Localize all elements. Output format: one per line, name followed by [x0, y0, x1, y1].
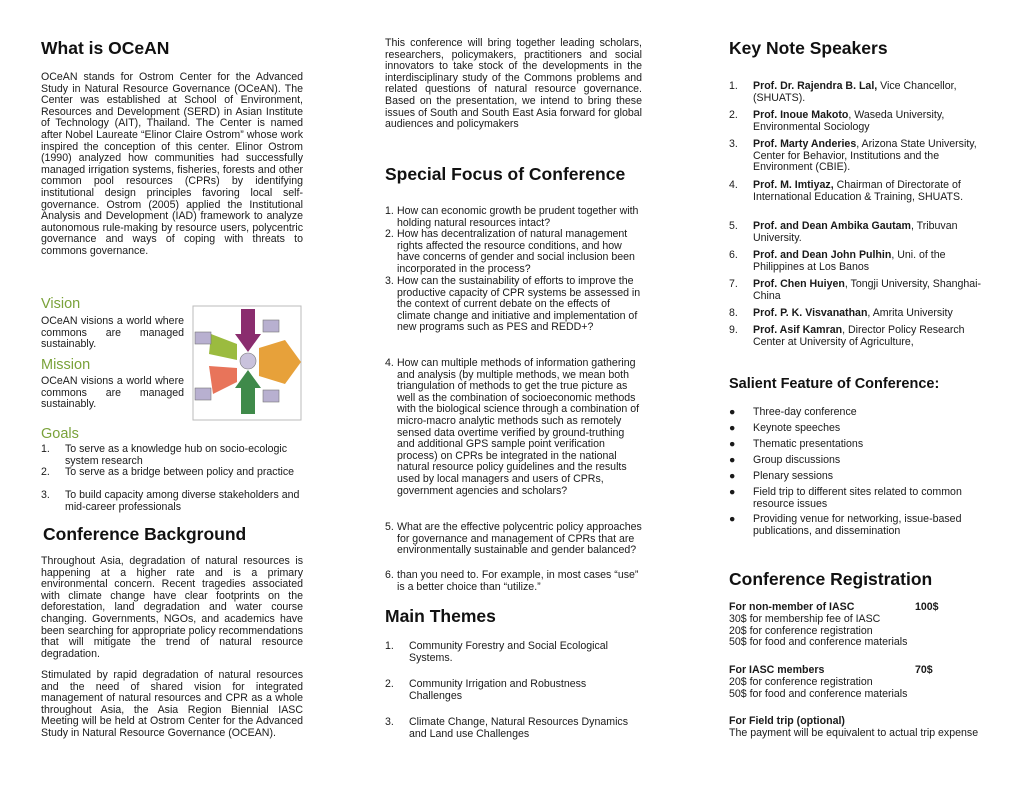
speaker-item [729, 250, 985, 279]
what-is-ocean-text: OCeAN stands for Ostrom Center for the Advanced Study in Natural Resource Governance (OCeAN). The Center was established at School of Environment, Resources and Development (SERD) in Asian Institute of Technology (AIT), Thailand. The Center is named after Nobel Laureate “Elinor Claire Ostrom” whose work inspired the conception of this center. Elinor Ostrom (1990) analyzed how communities had successfully managed irrigation systems, fisheries, forests and other common pool resources (CPRs) by identifying institutional design principles favoring local self-governance. Ostrom (2005) applied the Institutional Analysis and Development (IAD) framework to analyze autonomous rule-making by resource users, polycentric governance and ways of coping with threats to commons governance. [41, 71, 303, 257]
speaker-affiliation: Chairman of Directorate of International Education & Training, SHUATS. [753, 179, 964, 203]
list-text: Community Irrigation and Robustness Challenges [409, 678, 587, 702]
list-item [729, 455, 985, 471]
background-paragraph-1: Throughout Asia, degradation of natural resources is happening at a higher rate and is a primary environmental concern. Recent tragedies associated with climate change have clear footprints on the deforestation, land degradation and water course changing. Governments, NGOs, and academics have been searching for appropriate policy recommendations that will mitigate the trend of natural resource degradation. [41, 555, 303, 660]
registration-nonmember [729, 602, 985, 649]
list-item [385, 570, 642, 593]
speaker-item [729, 81, 985, 110]
speaker-item [729, 221, 985, 250]
bullet-icon: ● [729, 513, 736, 525]
list-number: 4. [729, 179, 738, 191]
list-item [385, 679, 642, 717]
speaker-affiliation: , Director Policy Research Center at University of Agriculture, [753, 324, 965, 348]
themes-list [385, 641, 642, 743]
member-price: 70$ [915, 664, 933, 676]
list-item [729, 471, 985, 487]
list-item [729, 487, 985, 514]
mission-text: OCeAN visions a world where commons are managed sustainably. [41, 375, 184, 411]
list-number: 3. [41, 489, 50, 501]
fee-line: 20$ for conference registration [729, 676, 873, 688]
conference-registration-heading: Conference Registration [729, 569, 933, 589]
speaker-name: Prof. Marty Anderies [753, 138, 857, 150]
speaker-affiliation: , Tribuvan University. [753, 220, 958, 244]
fee-line: 50$ for food and conference materials [729, 636, 908, 649]
list-number: 9. [729, 324, 738, 336]
vision-heading: Vision [41, 296, 81, 312]
list-text: Three-day conference [753, 406, 857, 418]
speaker-affiliation: , Amrita University [867, 307, 953, 319]
speaker-item [729, 308, 985, 325]
speaker-name: Prof. Dr. Rajendra B. Lal, [753, 80, 878, 92]
list-item [41, 444, 303, 467]
speaker-affiliation: , Waseda University, Environmental Sociology [753, 109, 945, 133]
nonmember-label: For non-member of IASC [729, 601, 855, 613]
speaker-name: Prof. and Dean John Pulhin [753, 249, 892, 261]
list-number: 1. [385, 205, 394, 217]
list-number: 3. [385, 716, 394, 728]
fee-line: 50$ for food and conference materials [729, 687, 908, 700]
keynote-speakers-heading: Key Note Speakers [729, 38, 888, 58]
bullet-icon: ● [729, 422, 736, 434]
speaker-name: Prof. Chen Huiyen [753, 278, 845, 290]
speaker-affiliation: , Arizona State University, Center for Behavior, Institutions and the Environment (CBIE). [753, 138, 977, 174]
speaker-item [729, 139, 985, 180]
list-item [385, 206, 642, 229]
list-number: 7. [729, 278, 738, 290]
speaker-name: Prof. Inoue Makoto [753, 109, 849, 121]
list-number: 3. [385, 275, 394, 287]
list-text: Field trip to different sites related to common resource issues [753, 486, 962, 510]
list-text: Providing venue for networking, issue-based publications, and dissemination [753, 513, 962, 537]
list-number: 4. [385, 357, 394, 369]
list-number: 8. [729, 307, 738, 319]
list-text: What are the effective polycentric policy approaches for governance and management of CPRs that are environmentally sustainable and gender balanced? [397, 521, 642, 557]
focus-list [385, 206, 642, 593]
list-text: Community Forestry and Social Ecological Systems. [409, 640, 609, 664]
list-text: Plenary sessions [753, 470, 834, 482]
main-themes-heading: Main Themes [385, 606, 496, 626]
list-text: To serve as a knowledge hub on socio-ecologic system research [65, 443, 288, 467]
list-item [385, 229, 642, 276]
bullet-icon: ● [729, 470, 736, 482]
list-number: 3. [729, 138, 738, 150]
salient-feature-list [729, 407, 985, 541]
list-number: 2. [729, 109, 738, 121]
fieldtrip-label: For Field trip (optional) [729, 715, 845, 727]
list-item [385, 358, 642, 522]
list-text: How can multiple methods of information gathering and analysis (by multiple methods, we mean both triangulation of methods to get the true picture as well as the combination of socioeconomic methods with the biological science through a combination of micro-macro analytic methods such as remotely sensed data overtime verified by ground-truthing and additional GPS sample point verification process) on CPRs be integrated in the national natural resource policy guidelines and the results used by local managers and users of CPRs, government agencies and scholars? [397, 357, 640, 497]
speaker-name: Prof. Asif Kamran [753, 324, 843, 336]
bullet-icon: ● [729, 454, 736, 466]
speaker-item [729, 180, 985, 221]
mission-heading: Mission [41, 357, 91, 373]
goals-heading: Goals [41, 426, 79, 442]
list-number: 2. [385, 678, 394, 690]
conference-background-heading: Conference Background [43, 524, 247, 544]
list-item [729, 439, 985, 455]
bullet-icon: ● [729, 438, 736, 450]
list-number: 5. [729, 220, 738, 232]
registration-fieldtrip [729, 716, 985, 739]
conference-intro-text: This conference will bring together leading scholars, researchers, policymakers, practitioners and social innovators to take stock of the developments in the interdisciplinary study of the Commons problems and related questions of natural resource governance. Based on the presentation, we intend to bring these issues of South and South East Asia forward for global audiences and policymakers [385, 37, 642, 131]
list-number: 5. [385, 521, 394, 533]
list-number: 1. [41, 443, 50, 455]
speaker-item [729, 325, 985, 354]
fee-line: 30$ for membership fee of IASC [729, 613, 881, 625]
list-number: 6. [385, 569, 394, 581]
iad-framework-diagram [191, 304, 303, 422]
list-text: Thematic presentations [753, 438, 864, 450]
list-item [385, 641, 642, 679]
speaker-affiliation: , Uni. of the Philippines at Los Banos [753, 249, 946, 273]
registration-member [729, 665, 985, 700]
list-item [729, 407, 985, 423]
speaker-affiliation: , Tongji University, Shanghai-China [753, 278, 982, 302]
list-item [385, 522, 642, 570]
speaker-name: Prof. M. Imtiyaz, [753, 179, 834, 191]
list-item [41, 490, 303, 513]
list-item [41, 467, 303, 490]
list-number: 1. [385, 640, 394, 652]
list-number: 1. [729, 80, 738, 92]
vision-text: OCeAN visions a world where commons are managed sustainably. [41, 315, 184, 351]
list-text: How can economic growth be prudent together with holding natural resources intact? [397, 205, 639, 229]
member-label: For IASC members [729, 664, 825, 676]
list-item [729, 423, 985, 439]
speaker-item [729, 279, 985, 308]
bullet-icon: ● [729, 406, 736, 418]
special-focus-heading: Special Focus of Conference [385, 164, 626, 184]
list-text: Group discussions [753, 454, 841, 466]
what-is-ocean-heading: What is OCeAN [41, 38, 170, 58]
list-item [729, 514, 985, 541]
list-text: To build capacity among diverse stakeholders and mid-career professionals [65, 489, 300, 513]
background-paragraph-2: Stimulated by rapid degradation of natural resources and the need of shared vision for integrated management of natural resources and CPR as a whole throughout Asia, the Asia Region Biennial IASC Meeting will be held at Ostrom Center for the Advanced Study in Natural Resource Governance (OCEAN). [41, 669, 303, 739]
list-number: 6. [729, 249, 738, 261]
list-text: Climate Change, Natural Resources Dynamics and Land use Challenges [409, 716, 629, 740]
goals-list [41, 444, 303, 513]
list-text: How has decentralization of natural management rights affected the resource conditions, and how have concerns of gender and social inclusion been incorporated in the process? [397, 228, 635, 275]
fieldtrip-text: The payment will be equivalent to actual trip expense [729, 726, 979, 739]
list-item [385, 717, 642, 743]
list-text: To serve as a bridge between policy and practice [65, 466, 295, 478]
speakers-list [729, 81, 985, 354]
speaker-name: Prof. and Dean Ambika Gautam [753, 220, 911, 232]
speaker-item [729, 110, 985, 139]
salient-feature-heading: Salient Feature of Conference: [729, 376, 940, 392]
list-number: 2. [41, 466, 50, 478]
nonmember-price: 100$ [915, 601, 939, 613]
list-item [385, 276, 642, 358]
speaker-name: Prof. P. K. Visvanathan [753, 307, 868, 319]
list-text: Keynote speeches [753, 422, 841, 434]
fee-line: 20$ for conference registration [729, 624, 873, 637]
list-number: 2. [385, 228, 394, 240]
speaker-affiliation: Vice Chancellor, (SHUATS). [753, 80, 957, 104]
list-text: than you need to. For example, in most cases “use” is a better choice than “utilize.” [397, 569, 639, 593]
list-text: How can the sustainability of efforts to improve the productive capacity of CPR systems be assessed in the context of current debate on the effects of climate change and initiative and implementation of new programs such as PES and REDD+? [397, 275, 641, 334]
bullet-icon: ● [729, 486, 736, 498]
